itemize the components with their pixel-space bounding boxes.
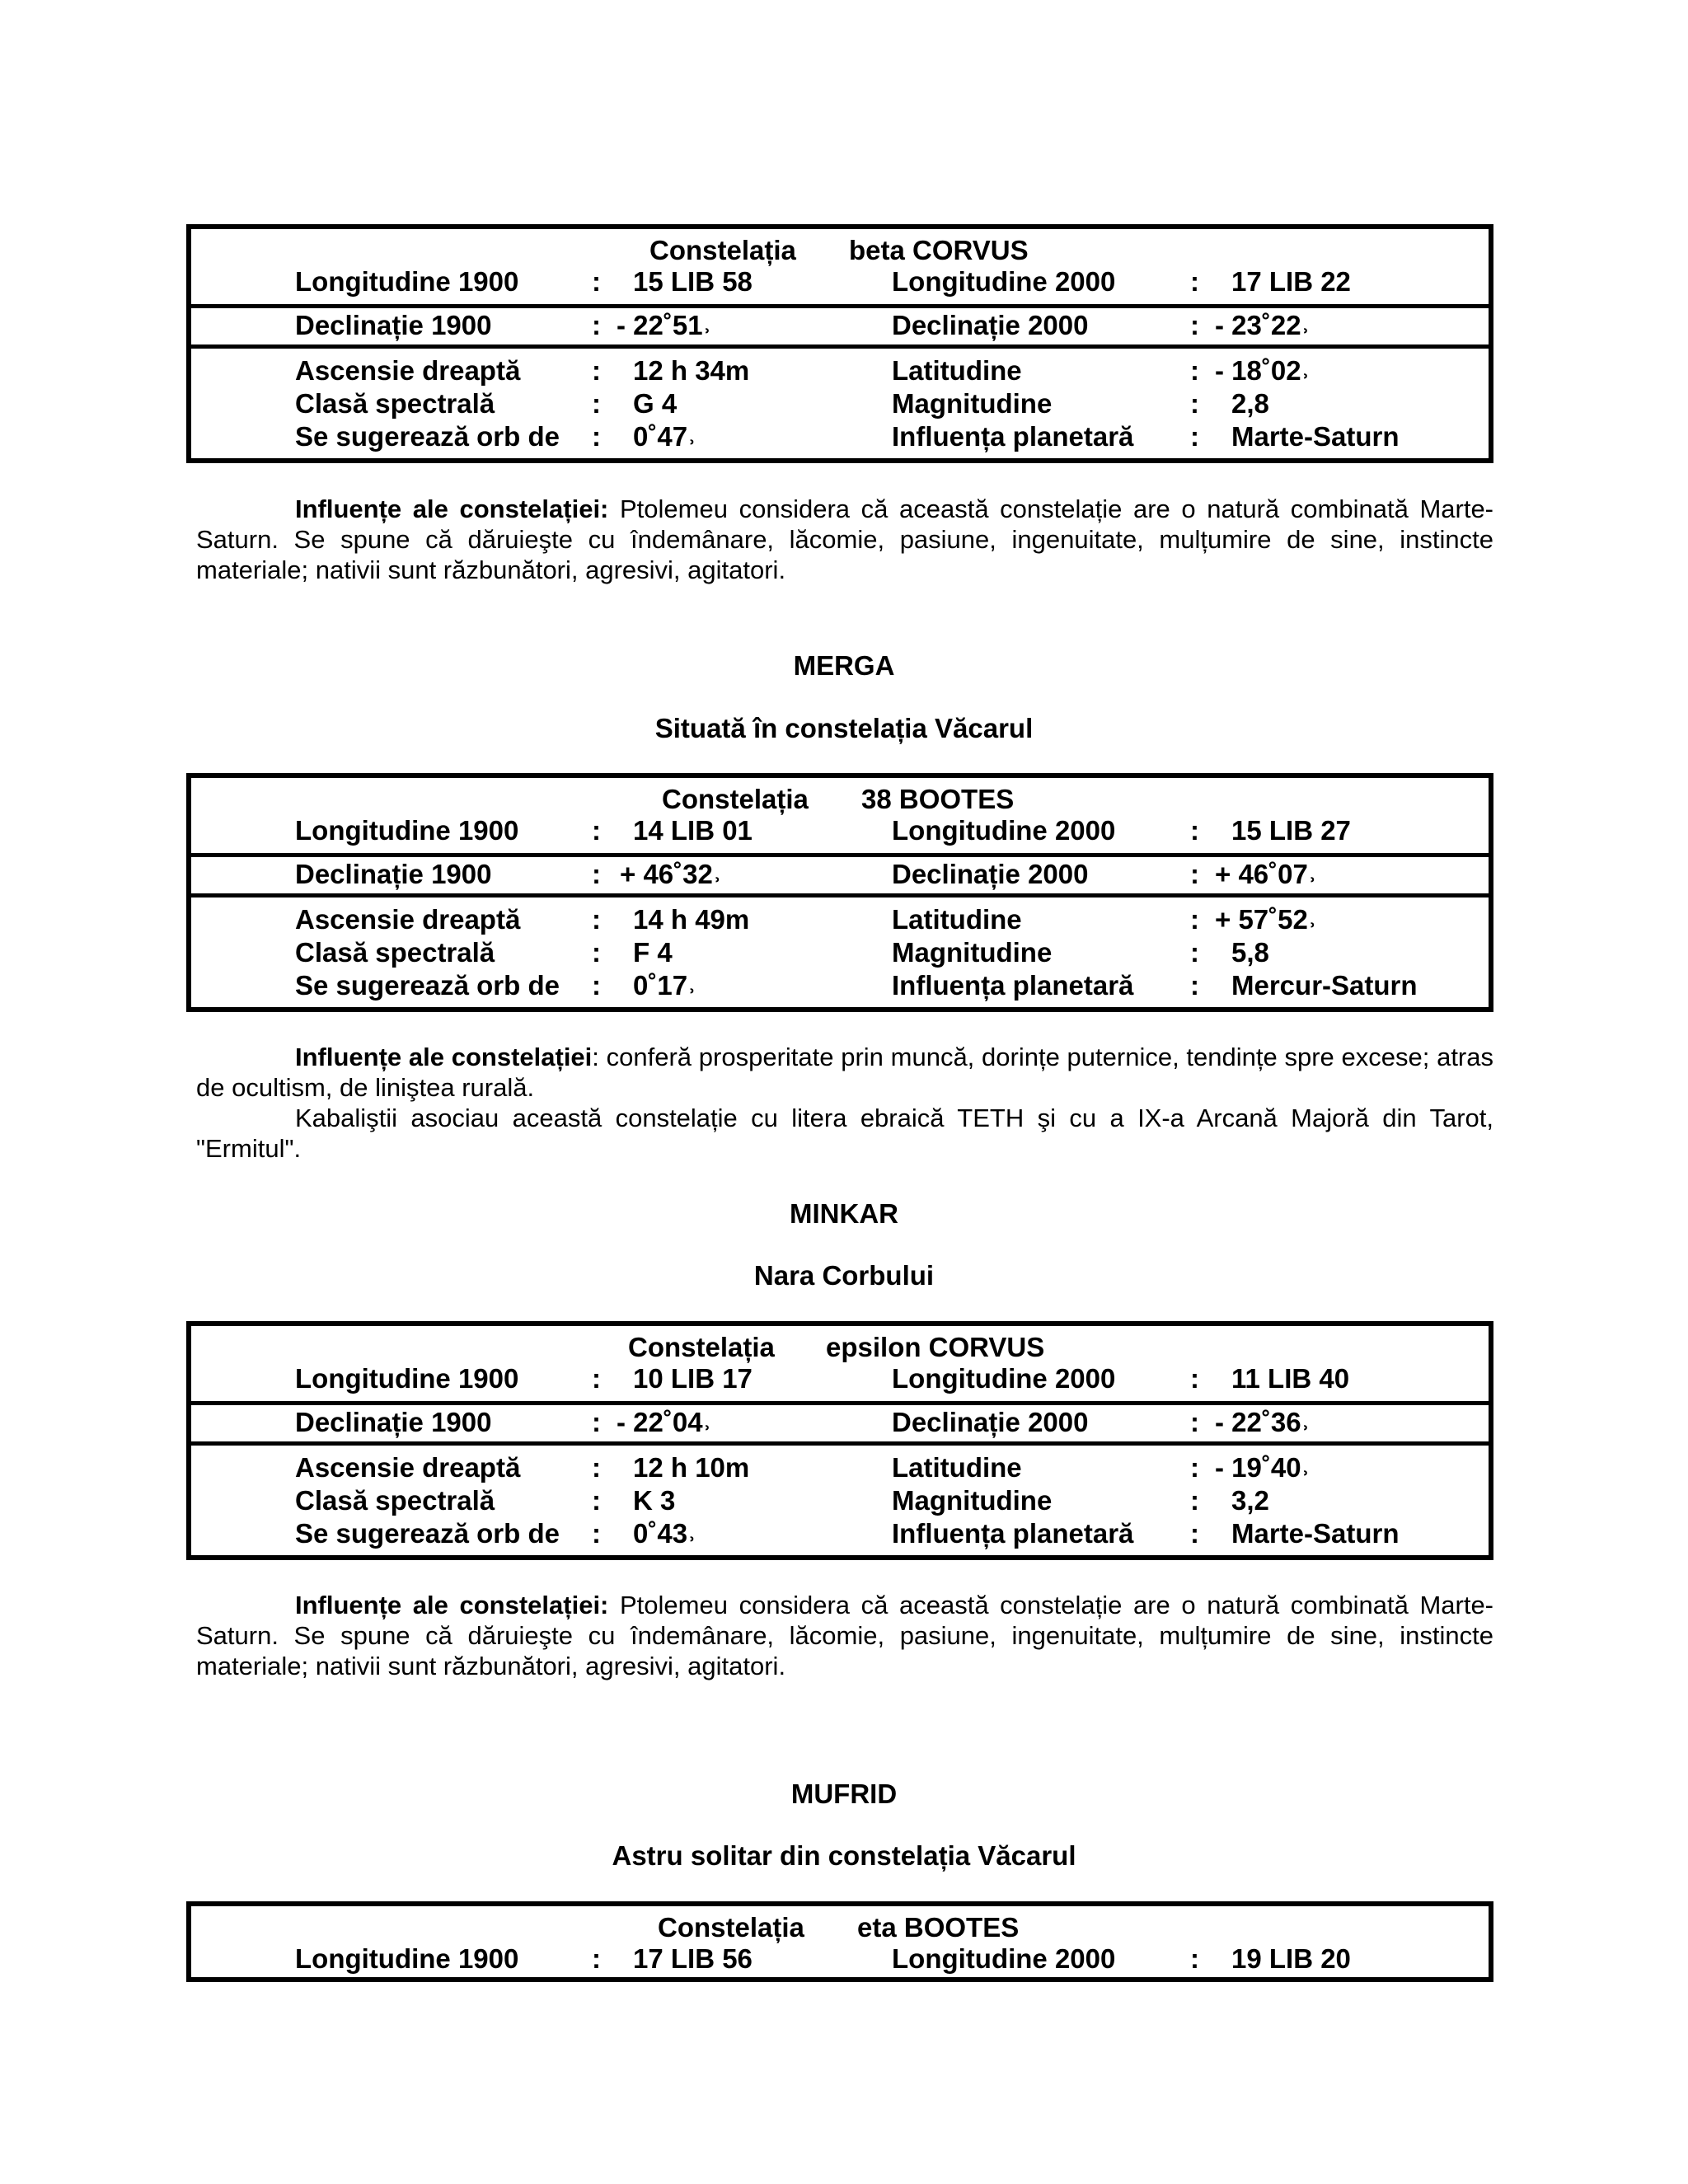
colon: :: [592, 1407, 601, 1437]
spectral-class-label: Clasă spectrală: [295, 1485, 495, 1516]
orb-label: Se sugerează orb de: [295, 421, 560, 452]
colon: :: [1190, 1452, 1199, 1483]
declination-2000-label: Declinație 2000: [892, 1407, 1089, 1437]
constellation-name: epsilon CORVUS: [826, 1332, 1045, 1362]
table-divider: [191, 893, 1489, 898]
spectral-class-label: Clasă spectrală: [295, 937, 495, 968]
colon: :: [592, 266, 601, 297]
colon: :: [592, 310, 601, 340]
magnitude-value: 5,8: [1231, 937, 1269, 968]
colon: :: [592, 937, 601, 968]
declination-2000-value: - 23˚22˒: [1215, 310, 1311, 340]
colon: :: [592, 970, 601, 1001]
planetary-influence-label: Influența planetară: [892, 1518, 1134, 1549]
colon: :: [592, 904, 601, 935]
latitude-label: Latitudine: [892, 904, 1022, 935]
constellation-label: Constelația: [628, 1332, 775, 1362]
right-ascension-value: 12 h 10m: [633, 1452, 750, 1483]
table-divider: [191, 304, 1489, 308]
declination-2000-label: Declinație 2000: [892, 310, 1089, 340]
colon: :: [1190, 310, 1199, 340]
influence-paragraph: [196, 1042, 1493, 1103]
orb-value: 0˚17˒: [633, 970, 697, 1001]
table-divider: [191, 344, 1489, 349]
colon: :: [592, 421, 601, 452]
longitude-2000-label: Longitudine 2000: [892, 1363, 1116, 1394]
colon: :: [1190, 904, 1199, 935]
right-ascension-value: 14 h 49m: [633, 904, 750, 935]
colon: :: [1190, 355, 1199, 386]
latitude-value: - 18˚02˒: [1215, 355, 1311, 386]
longitude-1900-label: Longitudine 1900: [295, 1943, 519, 1974]
right-ascension-label: Ascensie dreaptă: [295, 904, 521, 935]
influence-heading: Influențe ale constelației:: [295, 1591, 609, 1619]
colon: :: [592, 388, 601, 419]
star-subtitle-minkar: Nara Corbului: [753, 1260, 935, 1291]
orb-label: Se sugerează orb de: [295, 970, 560, 1001]
table-divider: [191, 853, 1489, 857]
declination-2000-value: - 22˚36˒: [1215, 1407, 1311, 1437]
colon: :: [1190, 1407, 1199, 1437]
colon: :: [1190, 937, 1199, 968]
longitude-2000-value: 17 LIB 22: [1231, 266, 1351, 297]
longitude-2000-label: Longitudine 2000: [892, 1943, 1116, 1974]
magnitude-value: 2,8: [1231, 388, 1269, 419]
influence-heading: Influențe ale constelației:: [295, 494, 609, 523]
star-title-merga: MERGA: [793, 650, 895, 681]
longitude-2000-value: 19 LIB 20: [1231, 1943, 1351, 1974]
kabbalah-paragraph: [196, 1103, 1493, 1164]
latitude-label: Latitudine: [892, 355, 1022, 386]
colon: :: [592, 859, 601, 889]
colon: :: [1190, 970, 1199, 1001]
longitude-1900-value: 17 LIB 56: [633, 1943, 753, 1974]
longitude-1900-value: 15 LIB 58: [633, 266, 753, 297]
star-title-minkar: MINKAR: [790, 1198, 898, 1229]
magnitude-label: Magnitudine: [892, 388, 1053, 419]
star-subtitle-merga: Situată în constelația Văcarul: [654, 713, 1034, 743]
spectral-class-value: G 4: [633, 388, 678, 419]
latitude-value: + 57˚52˒: [1215, 904, 1317, 935]
spectral-class-value: K 3: [633, 1485, 676, 1516]
constellation-name: 38 BOOTES: [861, 784, 1015, 814]
colon: :: [1190, 1943, 1199, 1974]
declination-1900-label: Declinație 1900: [295, 859, 492, 889]
right-ascension-value: 12 h 34m: [633, 355, 750, 386]
constellation-label: Constelația: [649, 235, 796, 265]
longitude-1900-value: 14 LIB 01: [633, 815, 753, 846]
planetary-influence-value: Marte-Saturn: [1231, 1518, 1400, 1549]
orb-value: 0˚47˒: [633, 421, 697, 452]
magnitude-label: Magnitudine: [892, 1485, 1053, 1516]
colon: :: [592, 1518, 601, 1549]
colon: :: [592, 815, 601, 846]
colon: :: [592, 1452, 601, 1483]
colon: :: [1190, 1485, 1199, 1516]
declination-1900-label: Declinație 1900: [295, 310, 492, 340]
planetary-influence-label: Influența planetară: [892, 970, 1134, 1001]
colon: :: [1190, 1518, 1199, 1549]
declination-2000-label: Declinație 2000: [892, 859, 1089, 889]
influence-heading: Influențe ale constelației: [295, 1043, 593, 1071]
planetary-influence-value: Mercur-Saturn: [1231, 970, 1418, 1001]
influence-paragraph: [196, 1590, 1493, 1681]
colon: :: [592, 1485, 601, 1516]
declination-1900-value: - 22˚51˒: [617, 310, 712, 340]
longitude-1900-label: Longitudine 1900: [295, 266, 519, 297]
colon: :: [1190, 815, 1199, 846]
right-ascension-label: Ascensie dreaptă: [295, 1452, 521, 1483]
magnitude-value: 3,2: [1231, 1485, 1269, 1516]
influence-paragraph: [196, 494, 1493, 585]
influence-text: Ptolemeu considera că această constelație are o natură combinată Marte-Saturn. Se spune că dăruieşte cu îndemânare, lăcomie, pasiune, ingenuitate, mulțumire de sine, instincte materiale; nativii sunt răzbunători, agresivi, agitatori.: [196, 1591, 1494, 1680]
colon: :: [1190, 1363, 1199, 1394]
planetary-influence-value: Marte-Saturn: [1231, 421, 1400, 452]
longitude-1900-value: 10 LIB 17: [633, 1363, 753, 1394]
constellation-name: eta BOOTES: [857, 1912, 1020, 1943]
colon: :: [1190, 388, 1199, 419]
orb-label: Se sugerează orb de: [295, 1518, 560, 1549]
declination-1900-value: - 22˚04˒: [617, 1407, 712, 1437]
influence-text: Ptolemeu considera că această constelație are o natură combinată Marte-Saturn. Se spune că dăruieşte cu îndemânare, lăcomie, pasiune, ingenuitate, mulțumire de sine, instincte materiale; nativii sunt răzbunători, agresivi, agitatori.: [196, 494, 1494, 584]
declination-1900-value: + 46˚32˒: [620, 859, 722, 889]
colon: :: [1190, 859, 1199, 889]
longitude-1900-label: Longitudine 1900: [295, 1363, 519, 1394]
kabbalah-text: Kabaliştii asociau această constelație cu litera ebraică TETH şi cu a IX-a Arcană Majoră din Tarot, "Ermitul".: [196, 1104, 1493, 1163]
constellation-name: beta CORVUS: [849, 235, 1029, 265]
orb-value: 0˚43˒: [633, 1518, 697, 1549]
constellation-label: Constelația: [662, 784, 809, 814]
table-divider: [191, 1441, 1489, 1446]
spectral-class-label: Clasă spectrală: [295, 388, 495, 419]
declination-1900-label: Declinație 1900: [295, 1407, 492, 1437]
declination-2000-value: + 46˚07˒: [1215, 859, 1317, 889]
colon: :: [1190, 266, 1199, 297]
latitude-value: - 19˚40˒: [1215, 1452, 1311, 1483]
colon: :: [592, 355, 601, 386]
colon: :: [592, 1363, 601, 1394]
planetary-influence-label: Influența planetară: [892, 421, 1134, 452]
star-subtitle-mufrid: Astru solitar din constelația Văcarul: [612, 1840, 1076, 1871]
longitude-2000-value: 15 LIB 27: [1231, 815, 1351, 846]
longitude-2000-label: Longitudine 2000: [892, 266, 1116, 297]
influence-text: : conferă prosperitate prin muncă, dorințe puternice, tendințe spre excese; atras de ocultism, de liniştea rurală.: [196, 1043, 1494, 1102]
magnitude-label: Magnitudine: [892, 937, 1053, 968]
colon: :: [592, 1943, 601, 1974]
latitude-label: Latitudine: [892, 1452, 1022, 1483]
longitude-2000-label: Longitudine 2000: [892, 815, 1116, 846]
table-divider: [191, 1401, 1489, 1405]
colon: :: [1190, 421, 1199, 452]
longitude-2000-value: 11 LIB 40: [1231, 1363, 1350, 1394]
constellation-label: Constelația: [658, 1912, 804, 1943]
longitude-1900-label: Longitudine 1900: [295, 815, 519, 846]
spectral-class-value: F 4: [633, 937, 673, 968]
right-ascension-label: Ascensie dreaptă: [295, 355, 521, 386]
star-title-mufrid: MUFRID: [790, 1779, 898, 1809]
